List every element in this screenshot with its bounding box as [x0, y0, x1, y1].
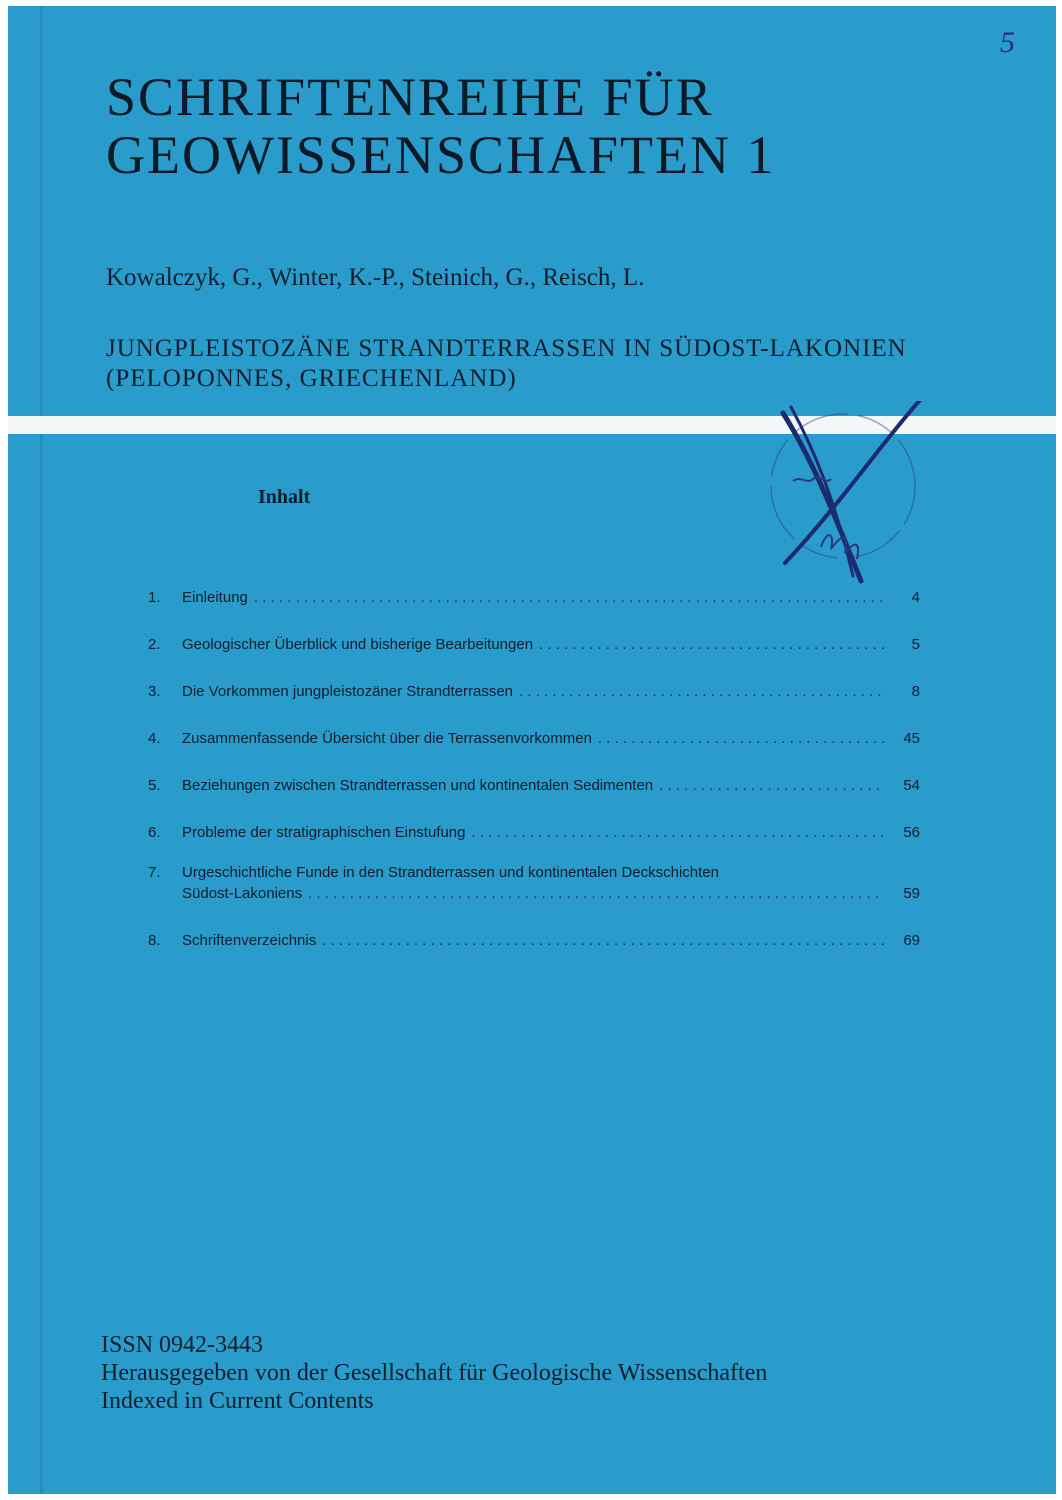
authors: Kowalczyk, G., Winter, K.-P., Steinich, G., Reisch, L.: [106, 264, 645, 291]
table-of-contents: [148, 582, 920, 972]
toc-heading: Inhalt: [258, 486, 311, 508]
toc-entry-number: 3.: [148, 683, 161, 700]
toc-entry-page: 45: [903, 730, 920, 747]
series-title-line-1: SCHRIFTENREIHE FÜR: [106, 67, 714, 127]
toc-entry-number: 7.: [148, 864, 161, 881]
toc-entry-label-continued: Südost-Lakoniens: [182, 885, 303, 902]
dot-leader: [598, 730, 884, 747]
series-title: [106, 68, 776, 184]
spine-fold: [40, 6, 43, 1494]
toc-entry: [148, 629, 920, 653]
series-title-line-2: GEOWISSENSCHAFTEN 1: [106, 125, 776, 185]
dot-leader: [539, 636, 884, 653]
toc-entry-page: 69: [903, 932, 920, 949]
toc-entry-number: 1.: [148, 589, 161, 606]
dot-leader: [519, 683, 884, 700]
toc-entry-label: Urgeschichtliche Funde in den Strandterrassen und kontinentalen Deckschichten: [182, 864, 719, 881]
subtitle: [106, 334, 907, 394]
subtitle-line-1: JUNGPLEISTOZÄNE STRANDTERRASSEN IN SÜDOST-LAKONIEN: [106, 335, 907, 362]
subtitle-line-2: (PELOPONNES, GRIECHENLAND): [106, 365, 517, 392]
toc-entry-page: 56: [903, 824, 920, 841]
indexed-line: Indexed in Current Contents: [101, 1388, 374, 1414]
toc-entry: [148, 770, 920, 794]
toc-entry-label: Zusammenfassende Übersicht über die Terrassenvorkommen: [182, 730, 592, 747]
toc-entry: [148, 864, 920, 902]
toc-entry-label: Geologischer Überblick und bisherige Bearbeitungen: [182, 636, 534, 653]
toc-entry-label: Einleitung: [182, 589, 248, 606]
toc-entry-label: Probleme der stratigraphischen Einstufung: [182, 824, 466, 841]
toc-entry-number: 6.: [148, 824, 161, 841]
toc-entry: [148, 676, 920, 700]
footer: [101, 1331, 767, 1415]
handwritten-number: 5: [1000, 26, 1015, 59]
issn: ISSN 0942-3443: [101, 1332, 264, 1358]
dot-leader: [308, 885, 884, 902]
toc-entry-page: 8: [911, 683, 920, 700]
dot-leader: [322, 932, 884, 949]
toc-entry: [148, 817, 920, 841]
toc-entry-label: Beziehungen zwischen Strandterrassen und kontinentalen Sedimenten: [182, 777, 654, 794]
toc-entry-page: 5: [911, 636, 920, 653]
toc-entry-number: 4.: [148, 730, 161, 747]
toc-entry-label: Die Vorkommen jungpleistozäner Strandterrassen: [182, 683, 514, 700]
dot-leader: [659, 777, 884, 794]
toc-entry: [148, 723, 920, 747]
toc-entry-number: 2.: [148, 636, 161, 653]
crossed-out-stamp-icon: [743, 401, 933, 591]
toc-entry-label: Schriftenverzeichnis: [182, 932, 317, 949]
toc-entry-number: 8.: [148, 932, 161, 949]
toc-entry-number: 5.: [148, 777, 161, 794]
book-cover: [8, 6, 1056, 1494]
toc-entry-page: 4: [911, 589, 920, 606]
dot-leader: [254, 589, 884, 606]
toc-entry: [148, 925, 920, 949]
toc-entry-page: 54: [903, 777, 920, 794]
dot-leader: [472, 824, 885, 841]
publisher-line: Herausgegeben von der Gesellschaft für Geologische Wissenschaften: [101, 1360, 768, 1386]
toc-entry: [148, 582, 920, 606]
toc-entry-page: 59: [903, 885, 920, 902]
